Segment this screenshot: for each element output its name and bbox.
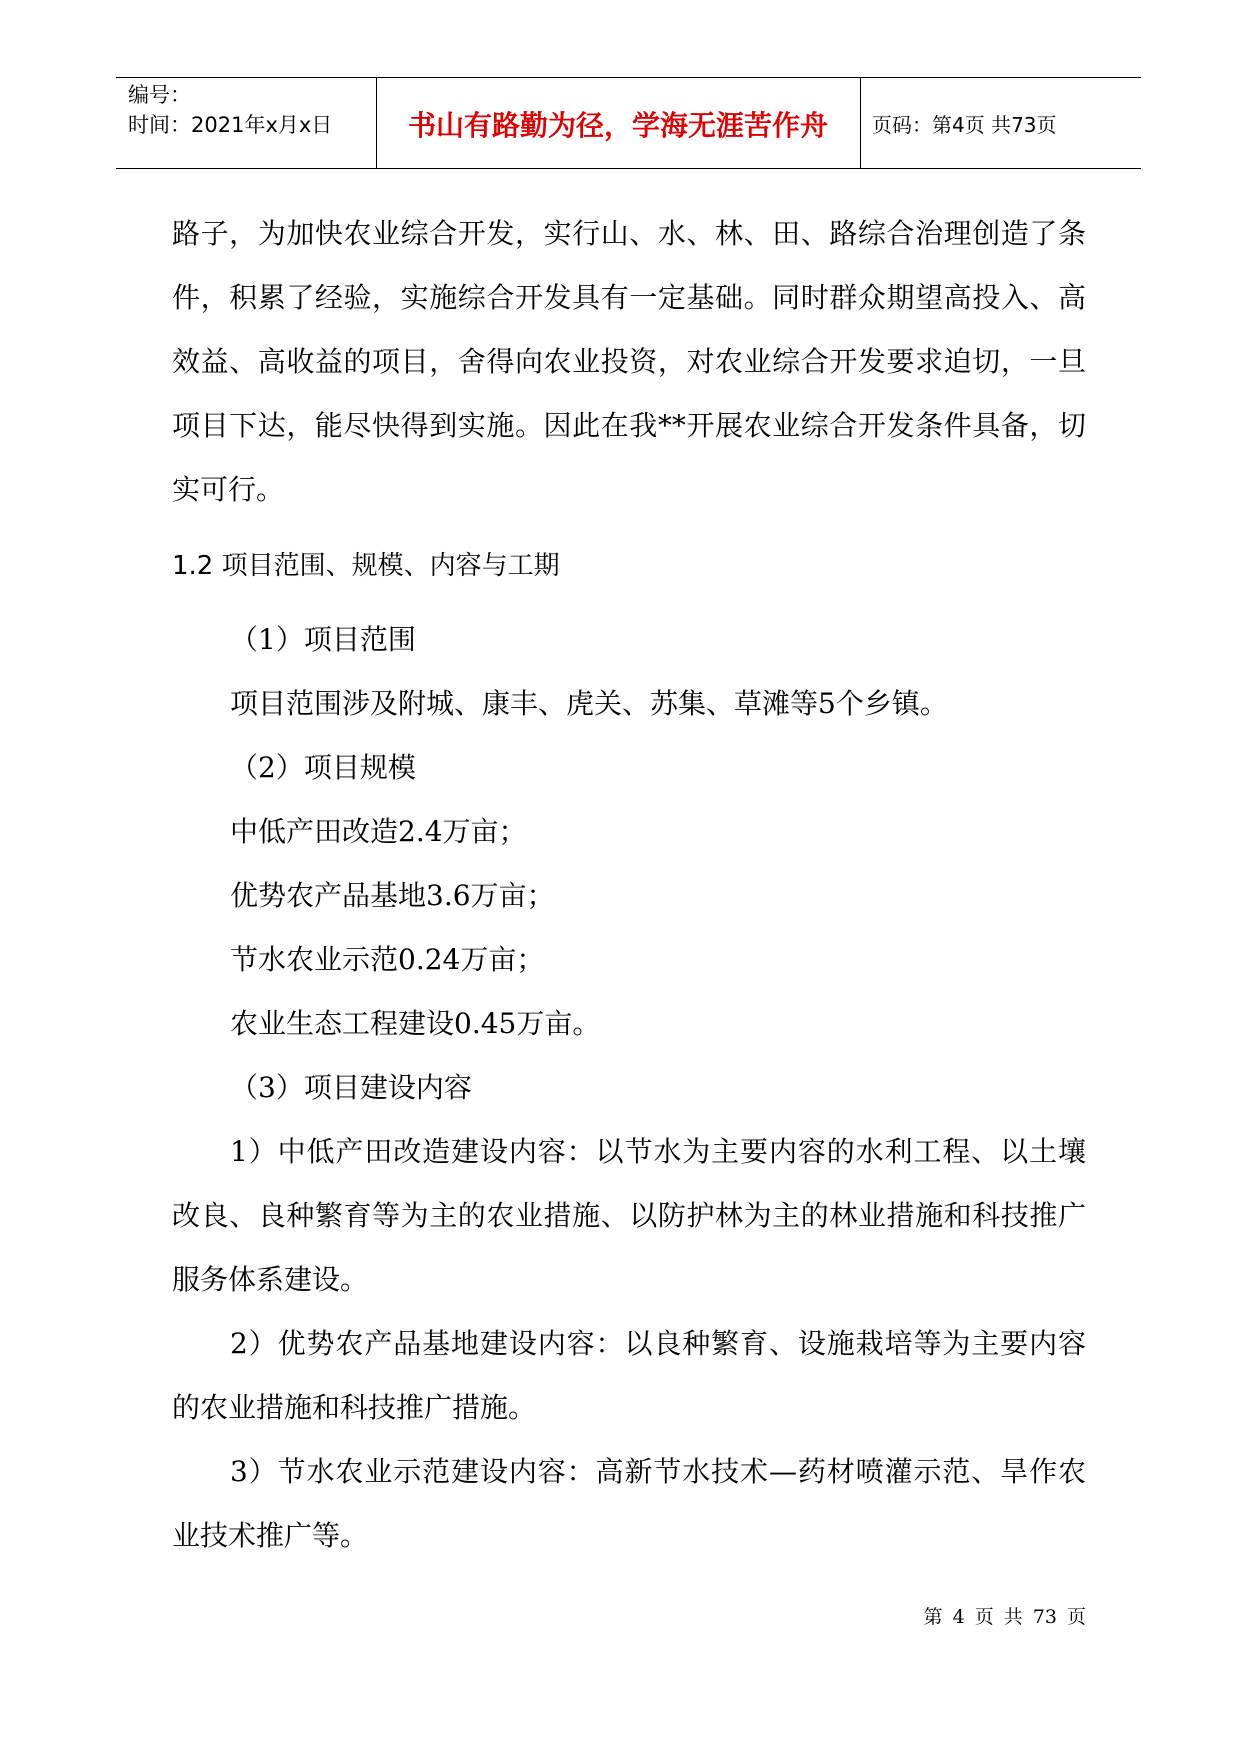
content-item: 3）节水农业示范建设内容：高新节水技术—药材喷灌示范、旱作农业技术推广等。 xyxy=(172,1455,1086,1552)
intro-paragraph: 路子，为加快农业综合开发，实行山、水、林、田、路综合治理创造了条件，积累了经验，实施综合开发具有一定基础。同时群众期望高投入、高效益、高收益的项目，舍得向农业投资，对农业综合开发要求迫切，一旦项目下达，能尽快得到实施。因此在我**开展农业综合开发条件具备，切实可行。 xyxy=(172,217,1086,506)
scale-item: 中低产田改造2.4万亩； xyxy=(230,815,527,848)
section-title: 1.2 项目范围、规模、内容与工期 xyxy=(172,551,560,581)
header-page-info: 页码：第4页 共73页 xyxy=(872,113,1057,137)
content-item: 2）优势农产品基地建设内容：以良种繁育、设施栽培等为主要内容的农业措施和科技推广措施。 xyxy=(172,1327,1086,1424)
date-label: 时间：2021年x月x日 xyxy=(128,113,333,137)
scale-item: 优势农产品基地3.6万亩； xyxy=(230,879,555,912)
scope-heading: （1）项目范围 xyxy=(230,623,416,656)
document-body xyxy=(172,202,1086,1568)
serial-number-label: 编号： xyxy=(128,83,191,107)
document-header xyxy=(116,77,1141,169)
header-meta xyxy=(128,80,332,140)
scale-heading: （2）项目规模 xyxy=(230,751,416,784)
content-heading: （3）项目建设内容 xyxy=(230,1071,472,1104)
scale-item: 农业生态工程建设0.45万亩。 xyxy=(230,1007,601,1040)
header-divider xyxy=(860,78,861,169)
content-item: 1）中低产田改造建设内容：以节水为主要内容的水利工程、以土壤改良、良种繁育等为主的农业措施、以防护林为主的林业措施和科技推广服务体系建设。 xyxy=(172,1135,1086,1296)
scope-text: 项目范围涉及附城、康丰、虎关、苏集、草滩等5个乡镇。 xyxy=(230,687,948,720)
page-footer: 第 4 页 共 73 页 xyxy=(923,1606,1086,1628)
header-motto: 书山有路勤为径，学海无涯苦作舟 xyxy=(407,109,828,142)
scale-item: 节水农业示范0.24万亩； xyxy=(230,943,545,976)
